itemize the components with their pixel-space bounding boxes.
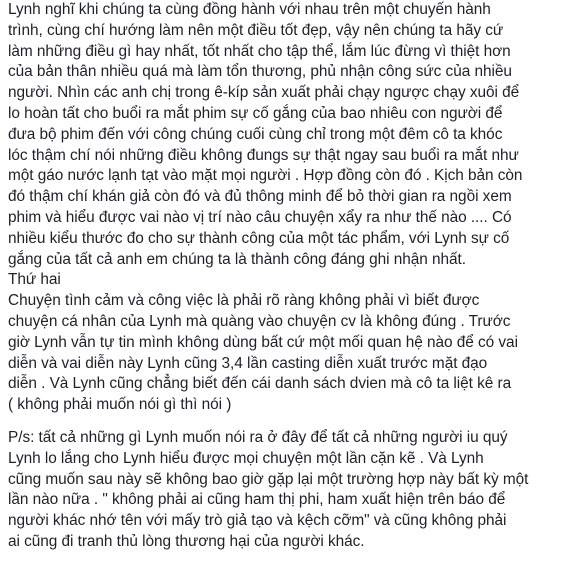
text-line: Lynh lo lắng cho Lynh hiểu được mọi chuyện một lần cặn kẽ . Và Lynh bbox=[8, 449, 484, 467]
paragraph-1 bbox=[8, 0, 576, 270]
text-line: người. Nhìn các anh chị trong ê-kíp sản xuất phải chạy ngược chạy xuôi để bbox=[8, 84, 520, 102]
text-line: cũng muốn sau này sẽ không bao giờ gặp lại một trường hợp này bất kỳ một bbox=[8, 470, 529, 488]
text-line: làm những điều gì hay nhất, tốt nhất cho tập thể, lắm lúc đừng vì thiệt hơn bbox=[8, 42, 511, 60]
text-line: nhiều kiểu thước đo cho sự thành công của một tác phẩm, với Lynh sự cố bbox=[8, 229, 510, 247]
text-line: người khác nhớ tên với mấy trò giả tạo và kệch cỡm" và cũng không phải bbox=[8, 512, 507, 530]
post-body bbox=[8, 0, 576, 553]
text-line: diễn . Và Lynh cũng chẳng biết đến cái danh sách dvien mà cô ta liệt kê ra bbox=[8, 375, 512, 393]
text-line: ( không phải muốn nói gì thì nói ) bbox=[8, 396, 232, 414]
text-line: đưa bộ phim đến với công chúng cuối cùng chỉ trong một đêm cô ta khóc bbox=[8, 125, 503, 143]
text-line: Chuyện tình cảm và công việc là phải rõ ràng không phải vì biết được bbox=[8, 292, 480, 310]
text-line: giờ Lynh vẫn tự tin mình không dùng bất cứ một mối quan hệ nào để có vai bbox=[8, 333, 518, 351]
text-line: chuyện cá nhân của Lynh mà quàng vào chuyện cv là không đúng . Trước bbox=[8, 312, 511, 330]
text-line: diễn và vai diễn này Lynh cũng 3,4 lần casting diễn xuất trước mặt đạo bbox=[8, 354, 488, 372]
text-line: ai cũng đi tranh thủ lòng thương hại của người khác. bbox=[8, 532, 365, 550]
text-line: phim và hiểu được vai nào vị trí nào câu chuyện xẩy ra như thế nào .... Có bbox=[8, 208, 512, 226]
paragraph-spacer bbox=[8, 416, 576, 428]
text-line: của bản thân nhiều quá mà làm tổn thương, phủ nhận công sức của nhiều bbox=[8, 63, 512, 81]
text-line: P/s: tất cả những gì Lynh muốn nói ra ở đây để tất cả những người iu quý bbox=[8, 428, 508, 446]
text-line: trình, cùng chí hướng làm nên một điều tốt đẹp, vậy nên chúng ta hãy cứ bbox=[8, 21, 504, 39]
paragraph-2 bbox=[8, 270, 576, 416]
text-line: gắng của tất cả anh em chúng ta là thành công đáng ghi nhận nhất. bbox=[8, 250, 466, 268]
text-line: lóc thậm chí nói những điều không đungs sự thật ngay sau buổi ra mắt như bbox=[8, 146, 519, 164]
text-line: đó thậm chí khán giả còn đó và đủ thông minh để bỏ thời gian ra ngồi xem bbox=[8, 188, 512, 206]
text-line: một gáo nước lạnh tạt vào mặt mọi người . Hợp đồng còn đó . Kịch bản còn bbox=[8, 167, 523, 185]
text-line: Lynh nghĩ khi chúng ta cùng đồng hành với nhau trên một chuyến hành bbox=[8, 1, 491, 18]
text-line: lo hoàn tất cho buổi ra mắt phim sự cố gắng của bao nhiêu con người để bbox=[8, 104, 503, 122]
paragraph-3 bbox=[8, 428, 576, 553]
section-heading: Thứ hai bbox=[8, 271, 61, 289]
text-line: lần nào nữa . " không phải ai cũng ham thị phi, ham xuất hiện trên báo để bbox=[8, 491, 506, 509]
